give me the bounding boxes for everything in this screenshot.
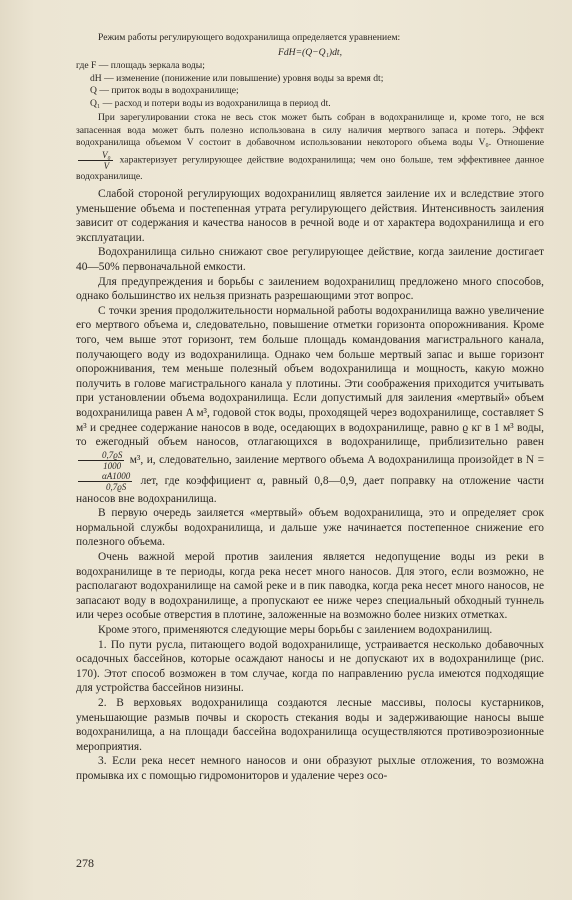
years-fraction	[78, 471, 132, 492]
fraction-denominator: 1000	[103, 460, 122, 471]
fraction-denominator: V	[103, 160, 110, 171]
definition-item: Q — приток воды в водохранилище;	[90, 85, 239, 96]
paragraph: Слабой стороной регулирующих водохранилищ является заиление их и вследствие этого уменьшение объема и постепенная утрата регулирующего действия. Интенсивность заиления зависит от содержания и качества наносов в речной воде и от характера водохранилища и его эксплуатации.	[76, 188, 544, 244]
small-paragraph-end: характеризует регулирующее действие водохранилища; чем оно больше, тем эффективнее данное водохранилище.	[76, 154, 544, 182]
intro-text: Режим работы регулирующего водохранилища определяется уравнением:	[98, 32, 401, 43]
paragraph-text: С точки зрения продолжительности нормальной работы водохранилища важно увеличение его мертвого объема и, следовательно, повышение отметки горизонта опорожнивания. Кроме того, чем выше этот горизонт, тем больше площадь командования магистрального канала, получающего воду из водохранилища. Однако чем больше мертвый запас и выше горизонт опорожнивания, тем меньше полезный объем водохранилища и мощность, какую можно получить в голове магистрального канала у плотины. Эти соображения приходится учитывать при установлении объема водохранилища. Если допустимый для заиления «мертвый» объем водохранилища равен A м³, годовой сток воды, проходящей через водохранилище, составляет S м³ и среднее содержание наносов в воде, оседающих в водохранилище, равно ϱ кг в 1 м³ воды, то ежегодный объем наносов, отлагающихся в водохранилище, приблизительно равен	[76, 304, 544, 449]
paragraph: 1. По пути русла, питающего водой водохранилище, устраивается несколько добавочных осадочных бассейнов, которые осаждают наносы и не допускают их в водохранилище (рис. 170). Этот способ возможен в том случае, когда по направлению русла имеются подходящие для устройства бассейнов низины.	[76, 638, 544, 695]
paragraph: В первую очередь заиляется «мертвый» объем водохранилища, это и определяет срок нормальной службы водохранилища, и дальше уже начинается постепенное снижение его полезного объема.	[76, 507, 544, 549]
fraction-denominator: 0,7ϱS	[105, 481, 127, 492]
definition-item: Q₁ — расход и потери воды из водохранилища в период dt.	[90, 97, 331, 109]
paragraph: Водохранилища сильно снижают свое регулирующее действие, когда заиление достигает 40—50% первоначальной емкости.	[76, 246, 544, 273]
paragraph	[76, 304, 544, 507]
paragraph: 3. Если река несет немного наносов и они образуют рыхлые отложения, то возможна промывка их с помощью гидромониторов и удаление через осо-	[76, 755, 544, 782]
small-paragraph	[76, 112, 544, 183]
paragraph: Для предупреждения и борьбы с заилением водохранилищ предложено много способов, однако большинство их нельзя признать разрешающими этот вопрос.	[76, 275, 544, 303]
page-number: 278	[76, 856, 94, 870]
paragraph: Очень важной мерой против заиления является недопущение воды из реки в водохранилище в те периоды, когда река несет много наносов. Для этого, если возможно, не располагают водохранилище на самой реке и в пик паводка, когда река несет много наносов, не запасают воду в водохранилище, а пропускают ее ниже через специальный обходный туннель или через особые отверстия в плотине, заложенные на возможно более низких отметках.	[76, 551, 544, 622]
paragraph-text: м³, и, следовательно, заиление мертвого объема A водохранилища произойдет в N =	[129, 453, 544, 466]
fraction-numerator: V₀	[78, 150, 113, 161]
paragraph: 2. В верховьях водохранилища создаются лесные массивы, полосы кустарников, уменьшающие размыв почвы и скорость стекания воды и задерживающие наносы выше водохранилища, а на площади бассейна водохранилища осуществляются противоэрозионные мероприятия.	[76, 697, 544, 753]
definition-item: где F — площадь зеркала воды;	[76, 60, 205, 71]
fraction-numerator: αA1000	[78, 471, 132, 482]
paragraph-text: лет, где коэффициент α, равный 0,8—0,9, дает поправку на отложение части наносов вне водохранилища.	[76, 474, 544, 505]
equation: FdH=(Q−Q₁)dt,	[278, 46, 342, 58]
fraction-numerator: 0,7ϱS	[78, 450, 124, 461]
ratio-fraction	[78, 150, 113, 171]
small-paragraph-text: При зарегулировании стока не весь сток может быть собран в водохранилище и, кроме того, не вся запасенная вода может быть полезно использована в силу наличия мертвого запаса и потерь. Эффект водохранилища объемом V состоит в добавочном использовании некоторого объема воды V₀. Отношение	[76, 112, 544, 148]
sediment-fraction	[78, 450, 124, 471]
paragraph: Кроме этого, применяются следующие меры борьбы с заилением водохранилищ.	[98, 624, 493, 637]
definition-item: dH — изменение (понижение или повышение) уровня воды за время dt;	[90, 72, 384, 84]
definitions-list	[76, 60, 544, 110]
